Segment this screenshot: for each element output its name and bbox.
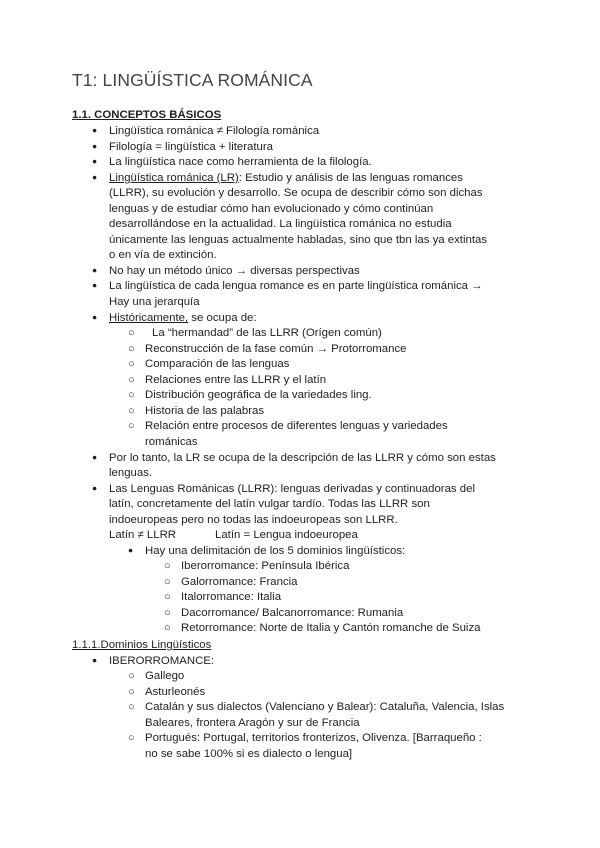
latin-neq-llrr: Latín ≠ LLRR (109, 529, 177, 541)
sub-list-item: La “hermandad” de las LLRR (Orígen común) (152, 327, 382, 339)
list-item-continuation: latín, concretamente del latín vulgar tardío. Todas las LLRR son (109, 498, 430, 510)
list-item: La lingüística nace como herramienta de la filología. (109, 156, 372, 168)
list-item-continuation: desarrollándose en la actualidad. La lingüística románica no estudia (109, 218, 452, 230)
bullet-circle (128, 404, 135, 420)
list-item: Filología = lingüística + literatura (109, 141, 273, 153)
sub-list-item: Gallego (145, 670, 185, 682)
section-heading-conceptos: 1.1. CONCEPTOS BÁSICOS (72, 109, 222, 121)
term-lr: Lingüística románica (LR) (109, 172, 239, 184)
bullet-circle (128, 669, 135, 685)
bullet-circle (164, 559, 171, 575)
bullet-dot (128, 544, 133, 560)
sub-list-item: Relaciones entre las LLRR y el latín (145, 374, 327, 386)
bullet-circle (128, 419, 135, 435)
dominio-item: Italorromance: Italia (181, 591, 282, 603)
sub-list-item: Catalán y sus dialectos (Valenciano y Balear): Cataluña, Valencia, Islas (145, 701, 505, 713)
bullet-circle (128, 342, 135, 358)
sub-list-item: Asturleonés (145, 686, 206, 698)
bullet-circle (164, 606, 171, 622)
dominio-item: Iberorromance: Península Ibérica (181, 560, 350, 572)
list-item: IBERORROMANCE: (109, 655, 215, 667)
term-historicamente: Históricamente, (109, 312, 189, 324)
sub-list-item-continuation: no se sabe 100% si es dialecto o lengua] (145, 748, 353, 760)
bullet-dot (92, 482, 97, 498)
bullet-dot (92, 171, 97, 187)
sub-list-item: Distribución geográfica de la variedades ling. (145, 389, 372, 401)
list-item: La lingüística de cada lengua romance es en parte lingüística románica → (109, 280, 483, 292)
dominio-item: Galorromance: Francia (181, 576, 298, 588)
latin-eq-indoeuropea: Latín = Lengua indoeuropea (215, 529, 358, 541)
section-heading-dominios: 1.1.1.Dominios Lingüísticos (72, 639, 212, 651)
list-item-continuation: lenguas. (109, 467, 153, 479)
bullet-circle (128, 685, 135, 701)
bullet-dot (92, 155, 97, 171)
sub-list-item: Reconstrucción de la fase común → Protorromance (145, 343, 407, 355)
document-title: T1: LINGÜÍSTICA ROMÁNICA (72, 70, 313, 90)
list-item-continuation: Hay una jerarquía (109, 296, 200, 308)
list-item: No hay un método único → diversas perspectivas (109, 265, 360, 277)
sub-list-item: Relación entre procesos de diferentes lenguas y variedades (145, 420, 448, 432)
list-item-continuation: (LLRR), su evolución y desarrollo. Se ocupa de describir cómo son dichas (109, 187, 483, 199)
bullet-dot (92, 264, 97, 280)
dominio-item: Retorromance: Norte de Italia y Cantón romanche de Suiza (181, 622, 481, 634)
lr-definition-start: : Estudio y análisis de las lenguas romances (238, 172, 463, 184)
list-item-continuation: o en vía de extinción. (109, 249, 217, 261)
list-item: Hay una delimitación de los 5 dominios lingüísticos: (145, 545, 406, 557)
list-item-historicamente (109, 311, 257, 327)
list-item-continuation: únicamente las lenguas actualmente habladas, sino que tbn las ya extintas (109, 234, 488, 246)
dominio-item: Dacorromance/ Balcanorromance: Rumania (181, 607, 404, 619)
sub-list-item: Comparación de las lenguas (145, 358, 290, 370)
bullet-dot (92, 279, 97, 295)
list-item-continuation: indoeuropeas pero no todas las indoeuropeas son LLRR. (109, 514, 398, 526)
bullet-circle (128, 373, 135, 389)
bullet-circle (128, 357, 135, 373)
sub-list-item-continuation: Baleares, frontera Aragón y sur de Francia (145, 717, 360, 729)
bullet-dot (92, 654, 97, 670)
bullet-circle (164, 621, 171, 637)
bullet-dot (92, 311, 97, 327)
bullet-dot (92, 124, 97, 140)
list-item: Lingüística románica ≠ Filología románica (109, 125, 320, 137)
list-item-continuation: lenguas y de estudiar cómo han evolucionado y cómo continúan (109, 203, 434, 215)
list-item: Las Lenguas Románicas (LLRR): lenguas derivadas y continuadoras del (109, 483, 475, 495)
list-item: Por lo tanto, la LR se ocupa de la descripción de las LLRR y cómo son estas (109, 452, 496, 464)
historicamente-rest: se ocupa de: (188, 312, 257, 324)
bullet-circle (128, 731, 135, 747)
sub-list-item: Portugués: Portugal, territorios fronterizos, Olivenza. [Barraqueño : (145, 732, 482, 744)
bullet-circle (164, 590, 171, 606)
bullet-dot (92, 451, 97, 467)
sub-list-item-continuation: románicas (145, 436, 198, 448)
list-item-lr (109, 171, 463, 187)
bullet-circle (164, 575, 171, 591)
bullet-circle (128, 388, 135, 404)
bullet-circle (128, 700, 135, 716)
sub-list-item: Historia de las palabras (145, 405, 265, 417)
bullet-circle (128, 326, 135, 342)
bullet-dot (92, 140, 97, 156)
